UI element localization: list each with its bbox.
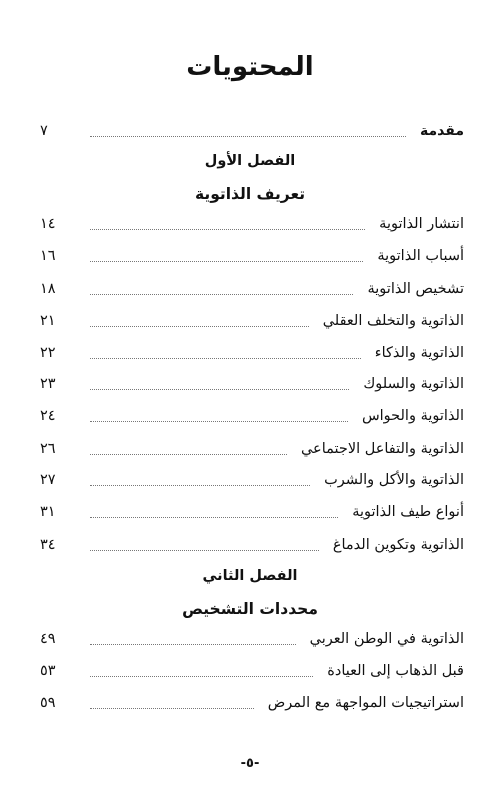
dot-leader xyxy=(90,421,348,422)
toc-entry-page: ٣١ xyxy=(40,504,56,520)
toc-entry xyxy=(40,211,464,237)
toc-entry-label: الذاتوية والتفاعل الاجتماعي xyxy=(300,441,464,457)
toc-entry-label: الذاتوية وتكوين الدماغ xyxy=(332,537,464,553)
toc-entry-label: الذاتوية والحواس xyxy=(361,408,464,424)
page-number-footer: -٥- xyxy=(240,756,260,771)
toc-entry xyxy=(40,436,464,462)
dot-leader xyxy=(90,644,296,645)
toc-entry-label: الذاتوية في الوطن العربي xyxy=(309,631,464,647)
toc-entry-page: ١٨ xyxy=(40,281,56,297)
toc-entry-page: ٧ xyxy=(40,123,48,139)
toc-entry-page: ٢٤ xyxy=(40,408,56,424)
toc-entry-label: قبل الذهاب إلى العيادة xyxy=(327,663,464,679)
page-title: المحتويات xyxy=(186,52,314,82)
toc-entry-page: ٢١ xyxy=(40,313,56,329)
toc-entry xyxy=(40,403,464,429)
toc-entry-page: ١٤ xyxy=(40,216,56,232)
toc-entry xyxy=(40,371,464,397)
toc-entry-page: ٣٤ xyxy=(40,537,56,553)
toc-entry xyxy=(40,690,464,716)
toc-entry xyxy=(40,499,464,525)
toc-entry-page: ٥٩ xyxy=(40,695,56,711)
toc-entry-page: ٤٩ xyxy=(40,631,56,647)
toc-entry-page: ٥٣ xyxy=(40,663,56,679)
toc-entry-label: أنواع طيف الذاتوية xyxy=(352,504,464,520)
toc-entry-page: ٢٦ xyxy=(40,441,56,457)
dot-leader xyxy=(90,358,361,359)
toc-entry-page: ٢٢ xyxy=(40,345,56,361)
toc-entry xyxy=(40,243,464,269)
toc-entry-label: الذاتوية والأكل والشرب xyxy=(324,472,464,488)
dot-leader xyxy=(90,389,349,390)
dot-leader xyxy=(90,485,310,486)
dot-leader xyxy=(90,261,363,262)
dot-leader xyxy=(90,517,338,518)
chapter-1-subheading: تعريف الذاتوية xyxy=(194,185,306,203)
toc-entry-page: ١٦ xyxy=(40,248,56,264)
toc-entry xyxy=(40,340,464,366)
toc-entry xyxy=(40,532,464,558)
chapter-2-subheading: محددات التشخيص xyxy=(182,600,318,618)
toc-entry xyxy=(40,658,464,684)
toc-entry xyxy=(40,276,464,302)
dot-leader xyxy=(90,229,365,230)
dot-leader xyxy=(90,326,309,327)
chapter-1-heading: الفصل الأول xyxy=(204,153,296,169)
toc-entry-label: أسباب الذاتوية xyxy=(377,248,464,264)
toc-entry xyxy=(40,308,464,334)
toc-entry-page: ٢٧ xyxy=(40,472,56,488)
toc-entry-page: ٢٣ xyxy=(40,376,56,392)
dot-leader xyxy=(90,550,319,551)
toc-entry xyxy=(40,467,464,493)
toc-entry-label: تشخيص الذاتوية xyxy=(367,281,464,297)
toc-entry-label: الذاتوية والسلوك xyxy=(363,376,464,392)
toc-entry-introduction xyxy=(40,118,464,144)
chapter-2-heading: الفصل الثاني xyxy=(202,568,298,584)
toc-entry-label: الذاتوية والذكاء xyxy=(374,345,464,361)
toc-entry xyxy=(40,626,464,652)
toc-entry-label: مقدمة xyxy=(420,123,464,139)
toc-entry-label: استراتيجيات المواجهة مع المرض xyxy=(267,695,464,711)
dot-leader xyxy=(90,294,353,295)
dot-leader xyxy=(90,454,287,455)
toc-entry-label: الذاتوية والتخلف العقلي xyxy=(322,313,464,329)
dot-leader xyxy=(90,676,313,677)
dot-leader xyxy=(90,136,406,137)
toc-entry-label: انتشار الذاتوية xyxy=(379,216,464,232)
dot-leader xyxy=(90,708,254,709)
